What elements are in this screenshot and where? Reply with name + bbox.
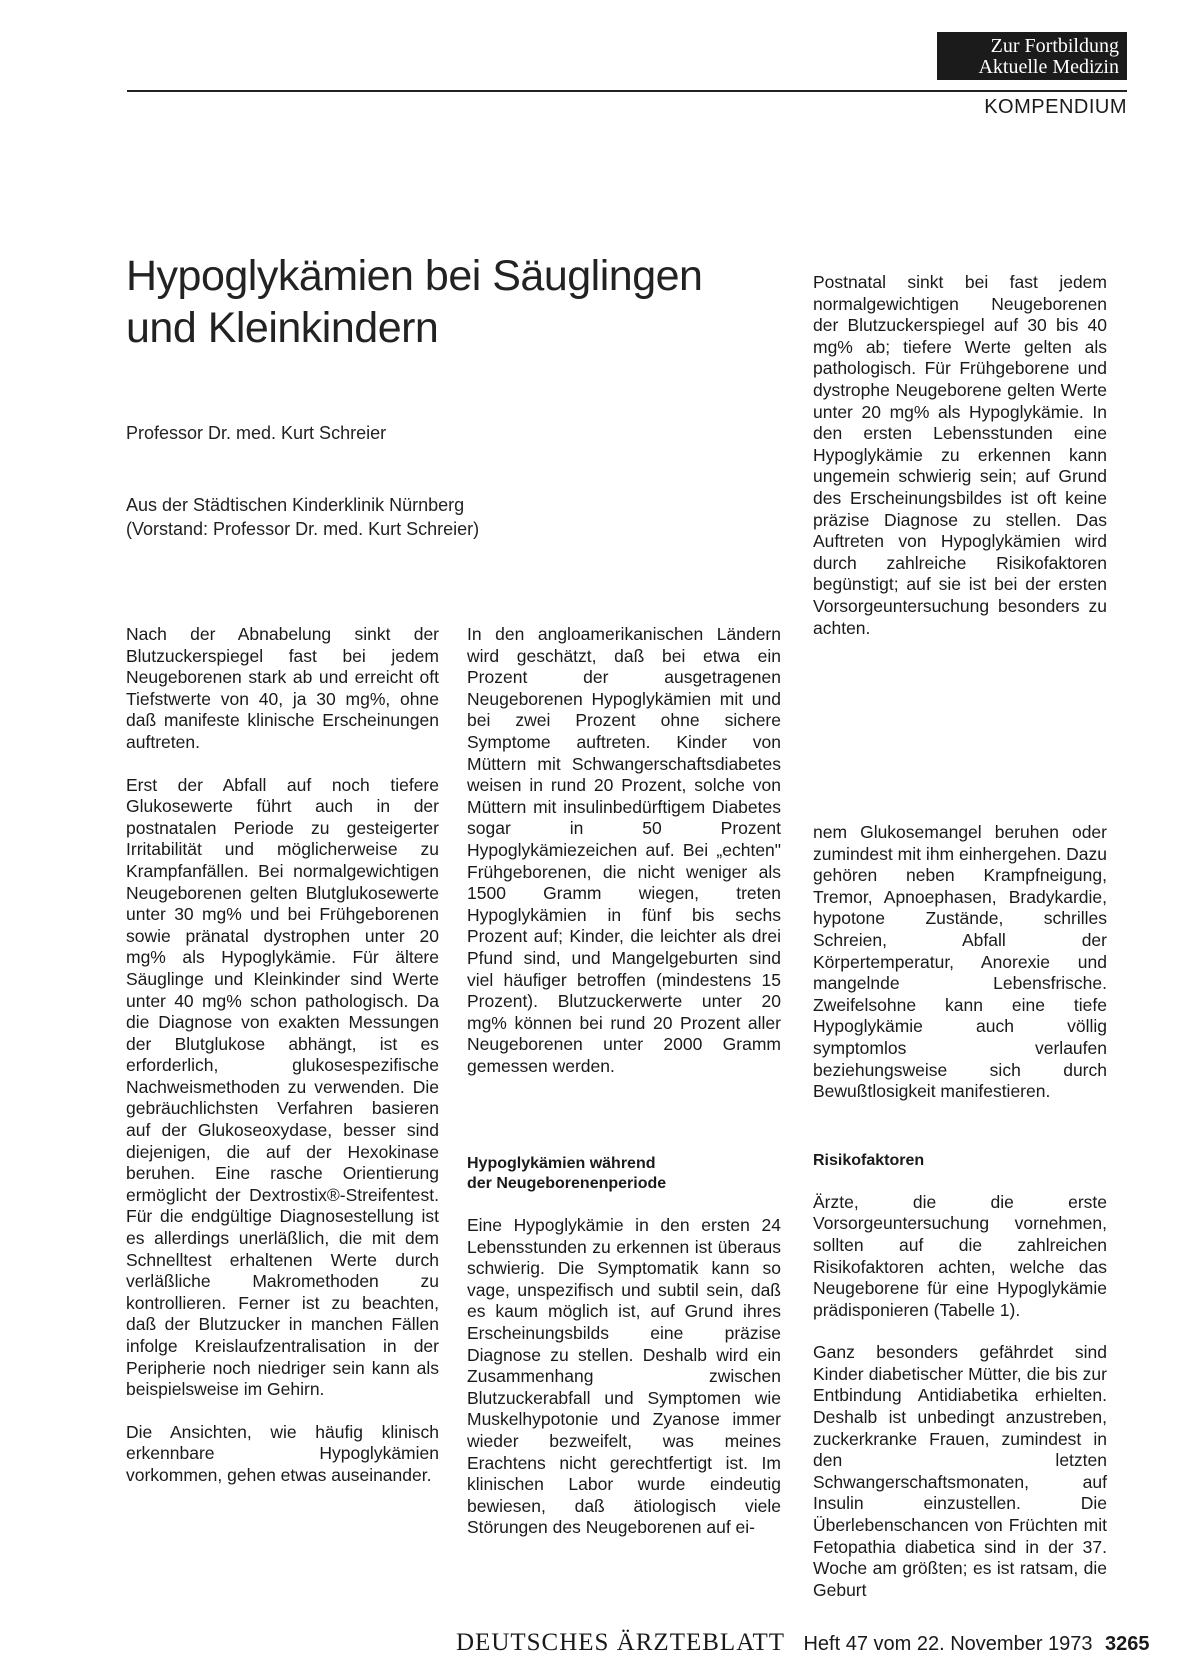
issue-info: Heft 47 vom 22. November 1973 [803,1633,1093,1655]
subheading-risk-factors: Risikofaktoren [813,1151,925,1169]
header-rule [127,90,1127,92]
paragraph: Nach der Abnabelung sinkt der Blutzuckerspiegel fast bei jedem Neugeborenen stark ab und erreicht oft Tiefstwerte von 40, ja 30 mg%, ohne daß manifeste klinische Erscheinungen auftreten. [126,624,439,752]
paragraph: Die Ansichten, wie häufig klinisch erkennbare Hypoglykämien vorkommen, gehen etwas auseinander. [126,1421,439,1485]
badge-line-1: Zur Fortbildung [990,35,1119,57]
title-line-1: Hypoglykämien bei Säuglingen [126,252,703,300]
paragraph: nem Glukosemangel beruhen oder zumindest mit ihm einhergehen. Dazu gehören neben Krampfneigung, Tremor, Apnoephasen, Bradykardie, hypotone Zustände, schrilles Schreien, Abfall der Körpertemperatur, Anorexie und mangelnde Lebensfrische. Zweifelsohne kann eine tiefe Hypoglykämie auch völlig symptomlos verlaufen beziehungsweise sich durch Bewußtlosigkeit manifestieren. [813,822,1107,1102]
column-3-body [813,822,1107,1601]
title-line-2: und Kleinkindern [126,304,439,352]
column-2-top [467,624,781,1077]
badge-line-2: Aktuelle Medizin [978,56,1119,78]
paragraph: Ärzte, die die erste Vorsorgeuntersuchung vornehmen, sollten auf die zahlreichen Risikofaktoren achten, welche das Neugeborene für eine Hypoglykämie prädisponieren (Tabelle 1). [813,1191,1107,1320]
affiliation-line-1: Aus der Städtischen Kinderklinik Nürnberg [126,495,465,515]
page-footer [456,1629,1149,1657]
column-1 [126,624,439,1487]
paragraph: In den angloamerikanischen Ländern wird geschätzt, daß bei etwa ein Prozent der ausgetragenen Neugeborenen Hypoglykämien mit und bei zwei Prozent ohne sichere Symptome auftreten. Kinder von Müttern mit Schwangerschaftsdiabetes weisen in rund 20 Prozent, solche von Müttern mit insulinbedürftigem Diabetes sogar in 50 Prozent Hypoglykämiezeichen auf. Bei „echten" Frühgeborenen, die nicht weniger als 1500 Gramm wiegen, treten Hypoglykämien in fünf bis sechs Prozent auf; Kinder, die leichter als drei Pfund sind, und Mangelgeburten sind viel häufiger betroffen (mindestens 15 Prozent). Blutzuckerwerte unter 20 mg% können bei rund 20 Prozent aller Neugeborenen unter 2000 Gramm gemessen werden. [467,624,781,1076]
subheading-line-1: Hypoglykämien während [467,1155,656,1172]
paragraph: Erst der Abfall auf noch tiefere Glukosewerte führt auch in der postnatalen Periode zu gesteigerter Irritabilität und möglicherweise zu Krampfanfällen. Bei normalgewichtigen Neugeborenen gelten Blutglukosewerte unter 30 mg% und bei Frühgeborenen sowie pränatal dystrophen unter 20 mg% als Hypoglykämie. Für ältere Säuglinge und Kleinkinder sind Werte unter 40 mg% schon pathologisch. Da die Diagnose von exakten Messungen der Blutglukose abhängt, ist es erforderlich, glukosespezifische Nachweismethoden zu verwenden. Die gebräuchlichsten Verfahren basieren auf der Glukoseoxydase, besser sind diejenigen, die auf der Hexokinase beruhen. Eine rasche Orientierung ermöglicht der Dextrostix®-Streifentest. Für die endgültige Diagnosestellung ist es allerdings unerläßlich, die mit dem Schnelltest erhaltenen Werte durch verläßliche Makromethoden zu kontrollieren. Ferner ist zu beachten, daß der Blutzucker in manchen Fällen infolge Kreislaufzentralisation in der Peripherie noch niedriger sein kann als beispielsweise im Gehirn. [126,774,439,1400]
column-3-abstract [813,272,1107,639]
abstract-paragraph: Postnatal sinkt bei fast jedem normalgewichtigen Neugeborenen der Blutzuckerspiegel auf 30 bis 40 mg% ab; tiefere Werte gelten als pathologisch. Für Frühgeborene und dystrophe Neugeborene gelten Werte unter 20 mg% als Hypoglykämie. In den ersten Lebensstunden eine Hypoglykämie zu erkennen kann ungemein schwierig sein; auf Grund des Erscheinungsbildes ist oft keine präzise Diagnose zu stellen. Das Auftreten von Hypoglykämien wird durch zahlreiche Risikofaktoren begünstigt; auf sie ist bei der ersten Vorsorgeuntersuchung besonders zu achten. [813,272,1107,638]
column-2-bottom [467,1154,781,1539]
affiliation [126,493,479,541]
subheading-neonatal [467,1154,781,1194]
journal-name: DEUTSCHES ÄRZTEBLATT [456,1629,786,1656]
paragraph: Ganz besonders gefährdet sind Kinder diabetischer Mütter, die bis zur Entbindung Antidiabetika erhielten. Deshalb ist unbedingt anzustreben, zuckerkranke Frauen, zumindest in den letzten Schwangerschaftsmonaten, auf Insulin einzustellen. Die Überlebenschancen von Früchten mit Fetopathia diabetica sind in der 37. Woche am größten; es ist ratsam, die Geburt [813,1342,1107,1600]
affiliation-line-2: (Vorstand: Professor Dr. med. Kurt Schreier) [126,519,480,539]
subheading-line-2: der Neugeborenenperiode [467,1175,667,1192]
page-number: 3265 [1104,1633,1150,1655]
paragraph: Eine Hypoglykämie in den ersten 24 Lebensstunden zu erkennen ist überaus schwierig. Die Symptomatik kann so vage, unspezifisch und subtil sein, daß es kaum möglich ist, auf Grund ihres Erscheinungsbilds eine präzise Diagnose zu stellen. Deshalb wird ein Zusammenhang zwischen Blutzuckerabfall und Symptomen wie Muskelhypotonie und Zyanose immer wieder bezweifelt, was meines Erachtens nicht gerechtfertigt ist. Im klinischen Labor wurde eindeutig bewiesen, daß ätiologisch viele Störungen des Neugeborenen auf ei- [467,1215,781,1538]
article-title [126,250,766,354]
section-badge [937,32,1127,80]
section-label: KOMPENDIUM [984,96,1127,118]
author-line: Professor Dr. med. Kurt Schreier [126,423,387,443]
